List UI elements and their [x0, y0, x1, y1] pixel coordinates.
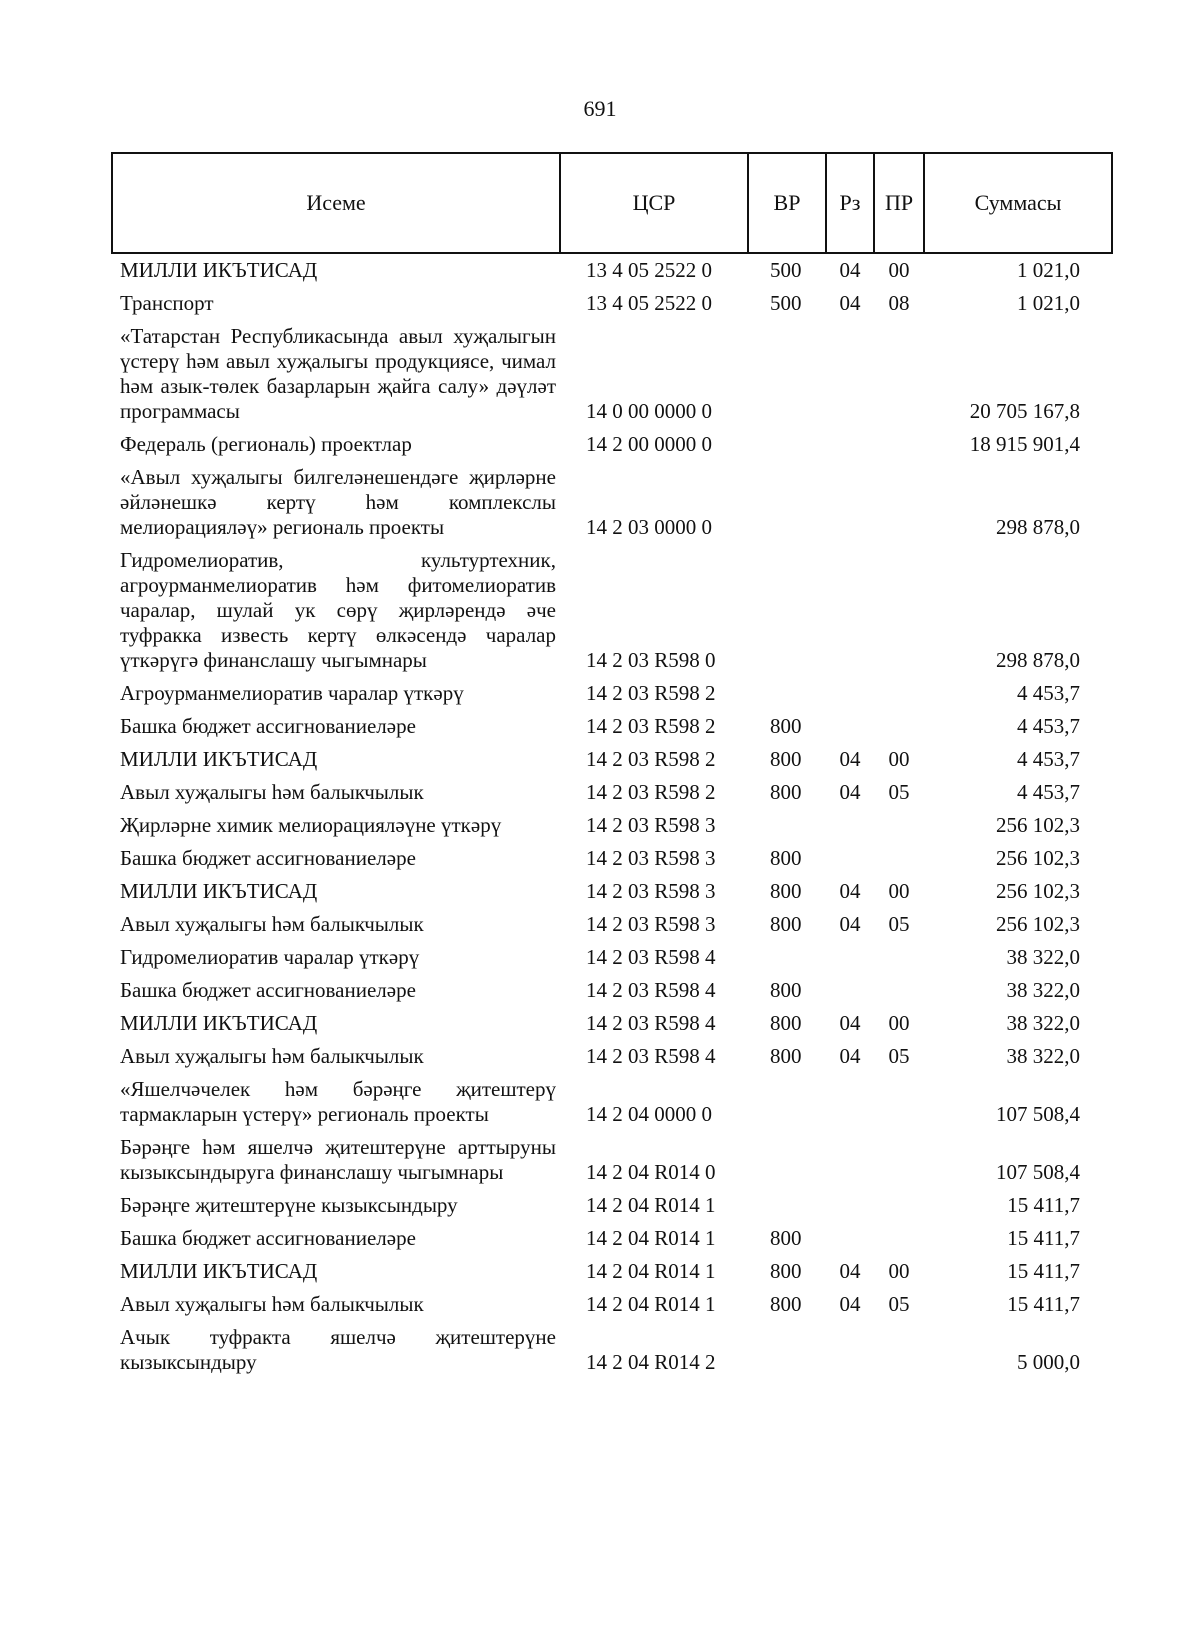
cell-sum: 298 878,0 — [996, 515, 1080, 539]
cell-pr — [874, 320, 924, 428]
cell-csr: 14 2 03 R598 2 — [586, 714, 716, 738]
cell-name: Гидромелиоратив чаралар үткәрү — [120, 945, 420, 969]
cell-csr: 14 2 04 0000 0 — [586, 1102, 712, 1126]
budget-table — [111, 152, 1113, 1379]
cell-sum: 1 021,0 — [1017, 258, 1080, 282]
cell-rz: 04 — [839, 291, 861, 315]
cell-vr — [748, 1073, 826, 1131]
cell-vr: 500 — [770, 291, 802, 315]
cell-vr — [748, 320, 826, 428]
cell-vr — [748, 1131, 826, 1189]
cell-rz: 04 — [839, 1292, 861, 1316]
cell-rz — [826, 974, 874, 1007]
cell-vr: 800 — [770, 846, 802, 870]
cell-pr — [874, 1222, 924, 1255]
table-row — [112, 253, 1112, 287]
cell-pr — [874, 809, 924, 842]
table-header — [112, 153, 1112, 253]
cell-pr: 05 — [888, 780, 910, 804]
cell-csr: 14 2 03 R598 4 — [586, 1011, 716, 1035]
table-row — [112, 842, 1112, 875]
cell-rz — [826, 544, 874, 677]
cell-sum: 38 322,0 — [1006, 1044, 1080, 1068]
cell-name: Авыл хуҗалыгы һәм балыкчылык — [120, 780, 424, 804]
header-sum: Суммасы — [924, 153, 1112, 253]
cell-name: Бәрәңге җитештерүне кызыксындыру — [120, 1193, 458, 1217]
table-body — [112, 253, 1112, 1379]
cell-rz — [826, 1222, 874, 1255]
table-row — [112, 1255, 1112, 1288]
cell-vr: 800 — [770, 1226, 802, 1250]
cell-pr: 05 — [888, 1292, 910, 1316]
cell-rz — [826, 941, 874, 974]
table-row — [112, 1288, 1112, 1321]
cell-pr — [874, 1073, 924, 1131]
cell-sum: 1 021,0 — [1017, 291, 1080, 315]
cell-rz — [826, 677, 874, 710]
cell-sum: 15 411,7 — [1007, 1226, 1080, 1250]
cell-rz: 04 — [839, 780, 861, 804]
cell-vr — [748, 677, 826, 710]
cell-vr — [748, 428, 826, 461]
cell-pr: 05 — [888, 1044, 910, 1068]
cell-rz — [826, 710, 874, 743]
cell-name: МИЛЛИ ИКЪТИСАД — [120, 747, 318, 771]
cell-csr: 14 2 03 R598 3 — [586, 813, 716, 837]
cell-name: МИЛЛИ ИКЪТИСАД — [120, 258, 318, 282]
cell-name: «Яшелчәчелек һәм бәрәңге җитештерү тармакларын үстерү» региональ проекты — [120, 1077, 556, 1126]
cell-csr: 14 2 03 R598 2 — [586, 780, 716, 804]
cell-vr: 500 — [770, 258, 802, 282]
cell-csr: 14 2 03 R598 3 — [586, 912, 716, 936]
header-csr: ЦСР — [560, 153, 748, 253]
cell-vr — [748, 1321, 826, 1379]
table-row — [112, 875, 1112, 908]
cell-name: Ачык туфракта яшелчә җитештерүне кызыксындыру — [120, 1325, 556, 1374]
table-row — [112, 544, 1112, 677]
cell-name: «Татарстан Республикасында авыл хуҗалыгын үстерү һәм авыл хуҗалыгы продукциясе, чимал һәм азык-төлек базарларын җайга салу» дәүләт программасы — [120, 324, 556, 423]
cell-pr — [874, 428, 924, 461]
table-row — [112, 1073, 1112, 1131]
cell-pr — [874, 461, 924, 544]
cell-sum: 256 102,3 — [996, 813, 1080, 837]
cell-csr: 14 2 03 R598 2 — [586, 747, 716, 771]
cell-vr: 800 — [770, 714, 802, 738]
cell-vr: 800 — [770, 912, 802, 936]
cell-name: Авыл хуҗалыгы һәм балыкчылык — [120, 912, 424, 936]
cell-pr: 00 — [888, 1259, 910, 1283]
table-row — [112, 776, 1112, 809]
cell-sum: 4 453,7 — [1017, 780, 1080, 804]
header-row — [112, 153, 1112, 253]
cell-name: Башка бюджет ассигнованиеләре — [120, 1226, 416, 1250]
cell-vr — [748, 544, 826, 677]
cell-csr: 14 2 04 R014 1 — [586, 1259, 716, 1283]
cell-rz: 04 — [839, 258, 861, 282]
cell-sum: 107 508,4 — [996, 1160, 1080, 1184]
cell-pr: 08 — [888, 291, 910, 315]
cell-vr — [748, 809, 826, 842]
cell-csr: 14 2 04 R014 1 — [586, 1292, 716, 1316]
cell-csr: 14 2 03 R598 4 — [586, 1044, 716, 1068]
cell-csr: 13 4 05 2522 0 — [586, 291, 712, 315]
cell-vr: 800 — [770, 1044, 802, 1068]
cell-vr — [748, 461, 826, 544]
cell-rz: 04 — [839, 879, 861, 903]
table-row — [112, 743, 1112, 776]
cell-rz — [826, 1189, 874, 1222]
table-row — [112, 710, 1112, 743]
cell-sum: 256 102,3 — [996, 879, 1080, 903]
cell-sum: 15 411,7 — [1007, 1292, 1080, 1316]
cell-sum: 38 322,0 — [1006, 945, 1080, 969]
header-vr: ВР — [748, 153, 826, 253]
cell-sum: 20 705 167,8 — [969, 399, 1080, 423]
cell-rz — [826, 809, 874, 842]
cell-rz: 04 — [839, 1011, 861, 1035]
cell-rz: 04 — [839, 912, 861, 936]
table-row — [112, 677, 1112, 710]
cell-pr — [874, 941, 924, 974]
cell-rz — [826, 1073, 874, 1131]
cell-vr: 800 — [770, 1011, 802, 1035]
cell-csr: 14 2 04 R014 2 — [586, 1350, 716, 1374]
cell-rz: 04 — [839, 1044, 861, 1068]
table-row — [112, 287, 1112, 320]
cell-csr: 14 2 03 0000 0 — [586, 515, 712, 539]
cell-vr: 800 — [770, 747, 802, 771]
cell-vr: 800 — [770, 780, 802, 804]
table-row — [112, 974, 1112, 1007]
cell-vr — [748, 941, 826, 974]
cell-vr — [748, 1189, 826, 1222]
budget-table-container — [111, 152, 1111, 1379]
cell-name: МИЛЛИ ИКЪТИСАД — [120, 1259, 318, 1283]
cell-pr: 00 — [888, 747, 910, 771]
table-row — [112, 1189, 1112, 1222]
table-row — [112, 941, 1112, 974]
table-row — [112, 1040, 1112, 1073]
table-row — [112, 908, 1112, 941]
cell-csr: 13 4 05 2522 0 — [586, 258, 712, 282]
cell-pr — [874, 1321, 924, 1379]
cell-csr: 14 2 03 R598 0 — [586, 648, 716, 672]
cell-pr — [874, 1131, 924, 1189]
page-number: 691 — [583, 96, 617, 121]
cell-sum: 4 453,7 — [1017, 747, 1080, 771]
cell-pr — [874, 842, 924, 875]
cell-pr: 00 — [888, 879, 910, 903]
cell-name: Башка бюджет ассигнованиеләре — [120, 714, 416, 738]
cell-csr: 14 2 03 R598 4 — [586, 945, 716, 969]
cell-sum: 4 453,7 — [1017, 714, 1080, 738]
cell-pr — [874, 974, 924, 1007]
cell-vr: 800 — [770, 1292, 802, 1316]
table-row — [112, 1321, 1112, 1379]
cell-csr: 14 2 03 R598 3 — [586, 846, 716, 870]
cell-sum: 5 000,0 — [1017, 1350, 1080, 1374]
cell-name: Башка бюджет ассигнованиеләре — [120, 978, 416, 1002]
header-rz: Рз — [826, 153, 874, 253]
cell-sum: 107 508,4 — [996, 1102, 1080, 1126]
table-row — [112, 809, 1112, 842]
cell-pr: 00 — [888, 1011, 910, 1035]
cell-rz: 04 — [839, 747, 861, 771]
cell-name: Авыл хуҗалыгы һәм балыкчылык — [120, 1044, 424, 1068]
cell-name: Федераль (региональ) проектлар — [120, 432, 412, 456]
cell-vr: 800 — [770, 1259, 802, 1283]
cell-csr: 14 2 03 R598 4 — [586, 978, 716, 1002]
cell-csr: 14 2 04 R014 1 — [586, 1226, 716, 1250]
cell-sum: 18 915 901,4 — [969, 432, 1080, 456]
cell-rz — [826, 320, 874, 428]
cell-csr: 14 2 04 R014 1 — [586, 1193, 716, 1217]
cell-sum: 15 411,7 — [1007, 1259, 1080, 1283]
cell-pr — [874, 1189, 924, 1222]
cell-pr — [874, 710, 924, 743]
cell-rz — [826, 1131, 874, 1189]
cell-sum: 15 411,7 — [1007, 1193, 1080, 1217]
header-pr: ПР — [874, 153, 924, 253]
cell-name: Гидромелиоратив, культуртехник, агроурманмелиоратив һәм фитомелиоратив чаралар, шулай ук сөрү җирләрендә әче туфракка известь кертү өлкәсендә чаралар үткәрүгә финанслашу чыгымнары — [120, 548, 556, 672]
cell-rz — [826, 842, 874, 875]
cell-name: Җирләрне химик мелиорацияләүне үткәрү — [120, 813, 502, 837]
cell-name: Авыл хуҗалыгы һәм балыкчылык — [120, 1292, 424, 1316]
cell-name: МИЛЛИ ИКЪТИСАД — [120, 1011, 318, 1035]
cell-rz: 04 — [839, 1259, 861, 1283]
cell-name: Башка бюджет ассигнованиеләре — [120, 846, 416, 870]
cell-name: Бәрәңге һәм яшелчә җитештерүне арттыруны кызыксындыруга финанслашу чыгымнары — [120, 1135, 556, 1184]
table-row — [112, 1007, 1112, 1040]
cell-csr: 14 2 00 0000 0 — [586, 432, 712, 456]
cell-csr: 14 0 00 0000 0 — [586, 399, 712, 423]
cell-name: «Авыл хуҗалыгы билгеләнешендәге җирләрне әйләнешкә кертү һәм комплекслы мелиорацияләү» региональ проекты — [120, 465, 556, 539]
cell-sum: 38 322,0 — [1006, 978, 1080, 1002]
cell-csr: 14 2 03 R598 2 — [586, 681, 716, 705]
cell-sum: 4 453,7 — [1017, 681, 1080, 705]
cell-pr: 05 — [888, 912, 910, 936]
cell-name: Транспорт — [120, 291, 214, 315]
table-row — [112, 461, 1112, 544]
cell-rz — [826, 461, 874, 544]
table-row — [112, 428, 1112, 461]
cell-csr: 14 2 03 R598 3 — [586, 879, 716, 903]
cell-rz — [826, 428, 874, 461]
cell-sum: 256 102,3 — [996, 912, 1080, 936]
cell-vr: 800 — [770, 879, 802, 903]
header-name: Исеме — [112, 153, 560, 253]
table-row — [112, 320, 1112, 428]
cell-sum: 256 102,3 — [996, 846, 1080, 870]
cell-pr — [874, 544, 924, 677]
cell-pr: 00 — [888, 258, 910, 282]
table-row — [112, 1222, 1112, 1255]
cell-name: МИЛЛИ ИКЪТИСАД — [120, 879, 318, 903]
cell-name: Агроурманмелиоратив чаралар үткәрү — [120, 681, 464, 705]
cell-vr: 800 — [770, 978, 802, 1002]
cell-sum: 38 322,0 — [1006, 1011, 1080, 1035]
cell-pr — [874, 677, 924, 710]
table-row — [112, 1131, 1112, 1189]
cell-sum: 298 878,0 — [996, 648, 1080, 672]
cell-rz — [826, 1321, 874, 1379]
cell-csr: 14 2 04 R014 0 — [586, 1160, 716, 1184]
